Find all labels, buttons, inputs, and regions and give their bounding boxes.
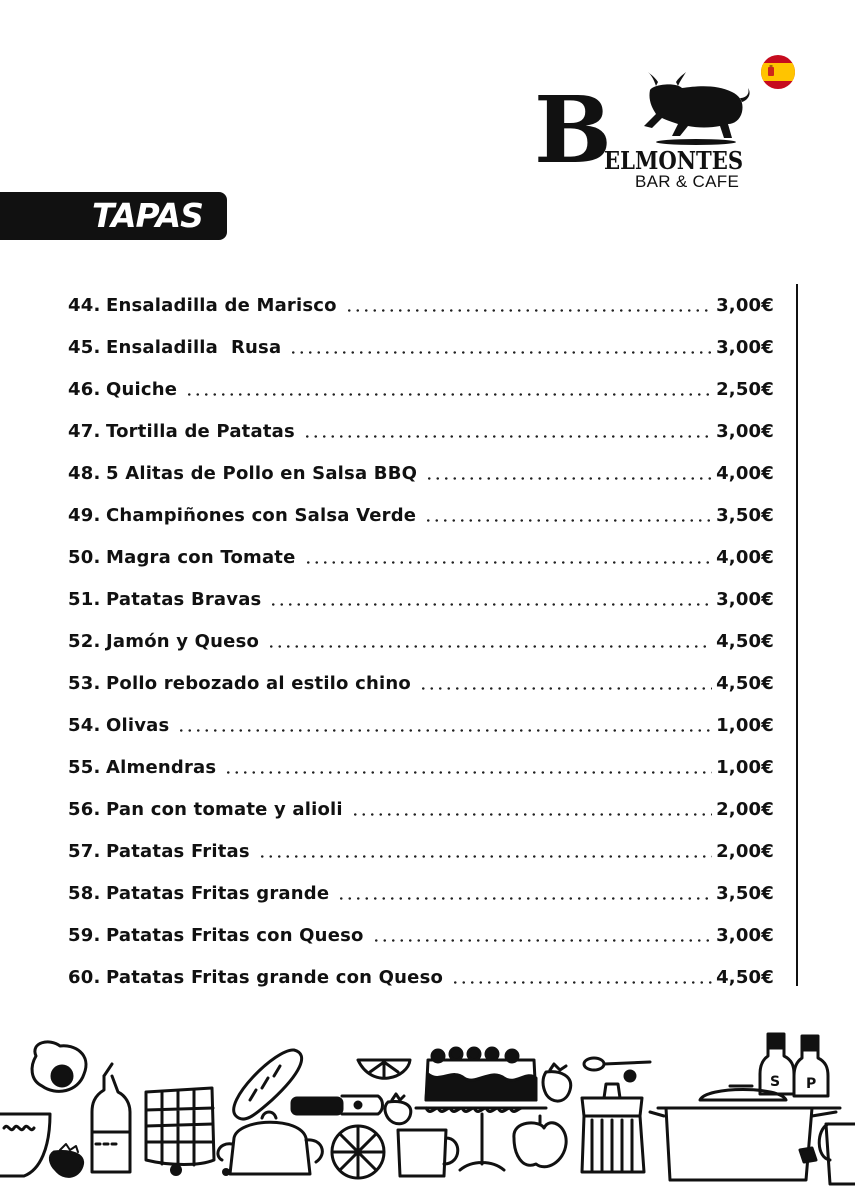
strawberry-icon (50, 1144, 82, 1176)
canister-icon (582, 1071, 644, 1172)
item-number: 44. (68, 294, 101, 316)
cooking-pot-icon (650, 1086, 840, 1180)
knife-icon (292, 1096, 383, 1114)
bull-icon (636, 72, 754, 146)
item-name: Pollo rebozado al estilo chino (106, 672, 411, 694)
dot-leader (424, 519, 712, 522)
menu-item (68, 830, 774, 872)
item-name: Patatas Fritas (106, 840, 250, 862)
dot-leader (304, 561, 713, 564)
item-price: 4,50€ (716, 630, 774, 652)
section-title: TAPAS (92, 196, 203, 235)
dot-leader (258, 855, 712, 858)
apple-icon (514, 1116, 566, 1167)
item-name: Ensaladilla de Marisco (106, 294, 337, 316)
brand-name: ELMONTES (604, 146, 744, 175)
item-number: 45. (68, 336, 101, 358)
item-number: 60. (68, 966, 101, 988)
item-price: 3,00€ (716, 336, 774, 358)
item-number: 59. (68, 924, 101, 946)
item-price: 4,00€ (716, 462, 774, 484)
salt-label: S (770, 1074, 781, 1090)
dot-leader (425, 477, 712, 480)
dot-leader (345, 309, 712, 312)
section-header (0, 192, 227, 240)
dot-leader (267, 645, 712, 648)
spoon-icon (584, 1058, 650, 1070)
item-price: 3,00€ (716, 294, 774, 316)
menu-item (68, 284, 774, 326)
menu-item (68, 326, 774, 368)
item-name: Olivas (106, 714, 170, 736)
tapas-menu-list (68, 284, 774, 998)
item-name: Almendras (106, 756, 217, 778)
dot-leader (303, 435, 712, 438)
item-number: 57. (68, 840, 101, 862)
menu-item (68, 368, 774, 410)
oil-bottle-icon (92, 1064, 130, 1172)
item-price: 4,50€ (716, 966, 774, 988)
menu-item (68, 494, 774, 536)
dot-leader (351, 813, 712, 816)
dot-leader (372, 939, 712, 942)
item-price: 3,00€ (716, 924, 774, 946)
item-name: Champiñones con Salsa Verde (106, 504, 417, 526)
item-price: 2,00€ (716, 798, 774, 820)
item-name: Patatas Fritas grande con Queso (106, 966, 444, 988)
mug-icon (398, 1130, 458, 1176)
item-number: 53. (68, 672, 101, 694)
bowl-icon (0, 1114, 50, 1176)
fried-egg-icon (32, 1042, 86, 1091)
item-price: 3,00€ (716, 420, 774, 442)
item-number: 58. (68, 882, 101, 904)
orange-round-icon (332, 1126, 384, 1178)
item-price: 1,00€ (716, 756, 774, 778)
dot-leader (451, 981, 712, 984)
brand-initial: B (534, 76, 610, 184)
item-number: 51. (68, 588, 101, 610)
item-name: Patatas Bravas (106, 588, 262, 610)
menu-item (68, 536, 774, 578)
strawberry-icon (385, 1094, 411, 1124)
item-price: 3,00€ (716, 588, 774, 610)
menu-item (68, 620, 774, 662)
orange-slice-icon (358, 1060, 410, 1078)
item-name: Ensaladilla Rusa (106, 336, 282, 358)
item-name: Magra con Tomate (106, 546, 296, 568)
dot-leader (177, 729, 712, 732)
item-number: 55. (68, 756, 101, 778)
item-price: 4,50€ (716, 672, 774, 694)
menu-item (68, 872, 774, 914)
item-number: 47. (68, 420, 101, 442)
menu-item (68, 704, 774, 746)
menu-item (68, 452, 774, 494)
menu-item (68, 746, 774, 788)
brand-logo (532, 72, 756, 192)
item-name: Jamón y Queso (106, 630, 260, 652)
item-number: 50. (68, 546, 101, 568)
item-name: Pan con tomate y alioli (106, 798, 343, 820)
dot-leader (185, 393, 712, 396)
item-name: Tortilla de Patatas (106, 420, 295, 442)
menu-item (68, 788, 774, 830)
item-number: 48. (68, 462, 101, 484)
item-price: 2,00€ (716, 840, 774, 862)
item-name: Patatas Fritas con Queso (106, 924, 364, 946)
teacup-icon (800, 1124, 855, 1184)
teapot-icon (218, 1112, 322, 1174)
item-number: 46. (68, 378, 101, 400)
item-name: Quiche (106, 378, 178, 400)
menu-item (68, 956, 774, 998)
item-number: 52. (68, 630, 101, 652)
spain-flag-icon[interactable] (760, 54, 796, 90)
menu-item (68, 578, 774, 620)
dot-leader (269, 603, 712, 606)
menu-item (68, 662, 774, 704)
item-name: 5 Alitas de Pollo en Salsa BBQ (106, 462, 418, 484)
dot-leader (289, 351, 712, 354)
cake-stand-icon (416, 1048, 546, 1170)
food-doodles-illustration (0, 1020, 855, 1200)
item-price: 3,50€ (716, 504, 774, 526)
menu-item (68, 914, 774, 956)
item-price: 3,50€ (716, 882, 774, 904)
item-number: 56. (68, 798, 101, 820)
item-price: 2,50€ (716, 378, 774, 400)
napkin-icon (146, 1088, 214, 1165)
dot-leader (224, 771, 712, 774)
dot-leader (419, 687, 712, 690)
item-number: 49. (68, 504, 101, 526)
item-price: 4,00€ (716, 546, 774, 568)
menu-divider-line (796, 284, 798, 986)
item-name: Patatas Fritas grande (106, 882, 330, 904)
dot-leader (337, 897, 712, 900)
strawberry-icon (543, 1064, 571, 1101)
brand-subtitle: BAR & CAFE (635, 172, 740, 191)
item-number: 54. (68, 714, 101, 736)
item-price: 1,00€ (716, 714, 774, 736)
pepper-label: P (806, 1076, 817, 1092)
menu-item (68, 410, 774, 452)
